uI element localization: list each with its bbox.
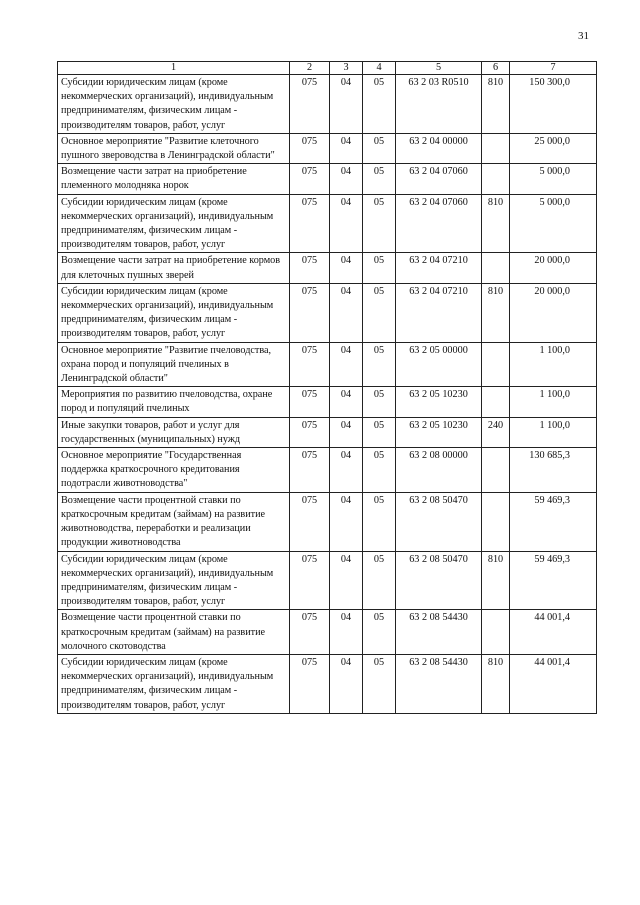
header-row (58, 62, 597, 75)
cell-section: 04 (330, 164, 363, 194)
table-row (58, 551, 597, 610)
page-number: 31 (578, 30, 589, 42)
cell-expense-type (482, 448, 510, 493)
cell-admin-code: 075 (290, 387, 330, 417)
cell-expense-type: 810 (482, 194, 510, 253)
cell-admin-code: 075 (290, 253, 330, 283)
cell-admin-code: 075 (290, 283, 330, 342)
table-row (58, 342, 597, 387)
cell-amount: 1 100,0 (510, 342, 597, 387)
cell-target-article: 63 2 04 07060 (396, 194, 482, 253)
cell-section: 04 (330, 492, 363, 551)
table-row (58, 610, 597, 655)
cell-name: Возмещение части процентной ставки по краткосрочным кредитам (займам) на развитие животноводства, переработки и реализации продукции животноводства (58, 492, 290, 551)
cell-expense-type (482, 342, 510, 387)
cell-subsection: 05 (363, 387, 396, 417)
cell-admin-code: 075 (290, 654, 330, 713)
cell-section: 04 (330, 194, 363, 253)
cell-section: 04 (330, 387, 363, 417)
cell-section: 04 (330, 75, 363, 134)
cell-name: Субсидии юридическим лицам (кроме некоммерческих организаций), индивидуальным предпринимателям, физическим лицам - производителям товаров, работ, услуг (58, 283, 290, 342)
cell-expense-type (482, 253, 510, 283)
column-header: 2 (290, 62, 330, 75)
cell-subsection: 05 (363, 448, 396, 493)
table-row (58, 283, 597, 342)
cell-expense-type (482, 387, 510, 417)
cell-expense-type: 240 (482, 417, 510, 447)
cell-expense-type (482, 492, 510, 551)
cell-target-article: 63 2 03 R0510 (396, 75, 482, 134)
cell-amount: 25 000,0 (510, 133, 597, 163)
cell-target-article: 63 2 08 54430 (396, 610, 482, 655)
column-header: 3 (330, 62, 363, 75)
cell-section: 04 (330, 551, 363, 610)
table-row (58, 387, 597, 417)
table-row (58, 417, 597, 447)
cell-subsection: 05 (363, 133, 396, 163)
cell-amount: 20 000,0 (510, 283, 597, 342)
cell-expense-type: 810 (482, 551, 510, 610)
cell-target-article: 63 2 04 07210 (396, 283, 482, 342)
table-row (58, 164, 597, 194)
cell-admin-code: 075 (290, 610, 330, 655)
cell-target-article: 63 2 05 00000 (396, 342, 482, 387)
cell-amount: 20 000,0 (510, 253, 597, 283)
cell-amount: 59 469,3 (510, 492, 597, 551)
column-header: 6 (482, 62, 510, 75)
cell-admin-code: 075 (290, 75, 330, 134)
cell-amount: 5 000,0 (510, 164, 597, 194)
cell-target-article: 63 2 04 00000 (396, 133, 482, 163)
cell-name: Основное мероприятие "Развитие пчеловодства, охрана пород и популяций пчелиных в Ленинградской области" (58, 342, 290, 387)
cell-subsection: 05 (363, 610, 396, 655)
cell-name: Мероприятия по развитию пчеловодства, охране пород и популяций пчелиных (58, 387, 290, 417)
cell-subsection: 05 (363, 283, 396, 342)
cell-expense-type (482, 133, 510, 163)
column-header: 5 (396, 62, 482, 75)
cell-section: 04 (330, 448, 363, 493)
cell-amount: 130 685,3 (510, 448, 597, 493)
cell-section: 04 (330, 654, 363, 713)
cell-section: 04 (330, 610, 363, 655)
cell-section: 04 (330, 417, 363, 447)
cell-admin-code: 075 (290, 492, 330, 551)
cell-amount: 150 300,0 (510, 75, 597, 134)
cell-expense-type: 810 (482, 75, 510, 134)
table-row (58, 492, 597, 551)
table-row (58, 194, 597, 253)
cell-subsection: 05 (363, 75, 396, 134)
cell-name: Возмещение части затрат на приобретение кормов для клеточных пушных зверей (58, 253, 290, 283)
cell-name: Субсидии юридическим лицам (кроме некоммерческих организаций), индивидуальным предпринимателям, физическим лицам - производителям товаров, работ, услуг (58, 551, 290, 610)
cell-target-article: 63 2 04 07060 (396, 164, 482, 194)
cell-subsection: 05 (363, 417, 396, 447)
cell-expense-type: 810 (482, 283, 510, 342)
cell-subsection: 05 (363, 194, 396, 253)
table-row (58, 448, 597, 493)
cell-section: 04 (330, 342, 363, 387)
cell-amount: 59 469,3 (510, 551, 597, 610)
cell-target-article: 63 2 05 10230 (396, 387, 482, 417)
cell-admin-code: 075 (290, 417, 330, 447)
cell-admin-code: 075 (290, 164, 330, 194)
cell-section: 04 (330, 253, 363, 283)
cell-amount: 5 000,0 (510, 194, 597, 253)
cell-name: Субсидии юридическим лицам (кроме некоммерческих организаций), индивидуальным предпринимателям, физическим лицам - производителям товаров, работ, услуг (58, 75, 290, 134)
table-row (58, 75, 597, 134)
cell-name: Возмещение части процентной ставки по краткосрочным кредитам (займам) на развитие молочного скотоводства (58, 610, 290, 655)
cell-subsection: 05 (363, 654, 396, 713)
cell-target-article: 63 2 08 50470 (396, 492, 482, 551)
cell-section: 04 (330, 133, 363, 163)
cell-subsection: 05 (363, 253, 396, 283)
cell-admin-code: 075 (290, 448, 330, 493)
cell-name: Субсидии юридическим лицам (кроме некоммерческих организаций), индивидуальным предпринимателям, физическим лицам - производителям товаров, работ, услуг (58, 194, 290, 253)
cell-amount: 1 100,0 (510, 417, 597, 447)
cell-amount: 1 100,0 (510, 387, 597, 417)
table-row (58, 253, 597, 283)
cell-admin-code: 075 (290, 133, 330, 163)
cell-subsection: 05 (363, 492, 396, 551)
cell-section: 04 (330, 283, 363, 342)
cell-name: Основное мероприятие "Государственная поддержка краткосрочного кредитования подотрасли животноводства" (58, 448, 290, 493)
cell-target-article: 63 2 05 10230 (396, 417, 482, 447)
column-header: 1 (58, 62, 290, 75)
cell-admin-code: 075 (290, 551, 330, 610)
budget-table (57, 61, 597, 714)
cell-admin-code: 075 (290, 194, 330, 253)
cell-target-article: 63 2 08 54430 (396, 654, 482, 713)
cell-expense-type (482, 610, 510, 655)
cell-amount: 44 001,4 (510, 654, 597, 713)
table-row (58, 133, 597, 163)
column-header: 7 (510, 62, 597, 75)
cell-name: Субсидии юридическим лицам (кроме некоммерческих организаций), индивидуальным предпринимателям, физическим лицам - производителям товаров, работ, услуг (58, 654, 290, 713)
cell-name: Основное мероприятие "Развитие клеточного пушного звероводства в Ленинградской области" (58, 133, 290, 163)
cell-subsection: 05 (363, 164, 396, 194)
cell-amount: 44 001,4 (510, 610, 597, 655)
cell-target-article: 63 2 08 00000 (396, 448, 482, 493)
cell-subsection: 05 (363, 342, 396, 387)
cell-expense-type: 810 (482, 654, 510, 713)
cell-target-article: 63 2 08 50470 (396, 551, 482, 610)
cell-subsection: 05 (363, 551, 396, 610)
table-row (58, 654, 597, 713)
cell-name: Возмещение части затрат на приобретение племенного молодняка норок (58, 164, 290, 194)
cell-name: Иные закупки товаров, работ и услуг для государственных (муниципальных) нужд (58, 417, 290, 447)
cell-admin-code: 075 (290, 342, 330, 387)
cell-expense-type (482, 164, 510, 194)
column-header: 4 (363, 62, 396, 75)
cell-target-article: 63 2 04 07210 (396, 253, 482, 283)
